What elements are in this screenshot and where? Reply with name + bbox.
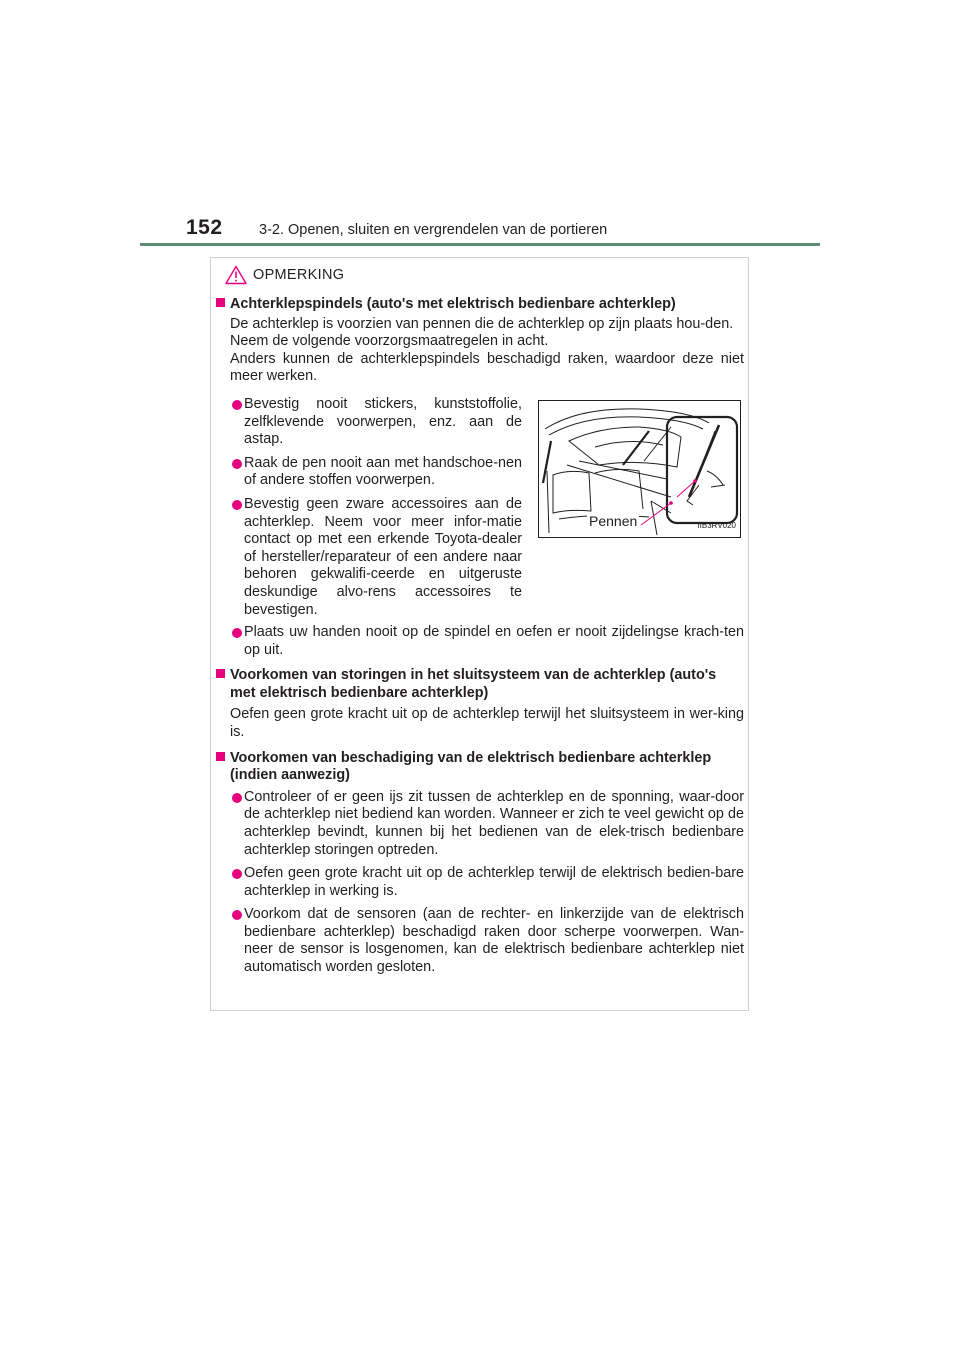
round-bullet-icon (232, 500, 242, 510)
notice-content (216, 296, 744, 977)
list-item: Bevestig geen zware accessoires aan de achterklep. Neem voor meer infor-matie contact op met een erkende Toyota-dealer of hersteller/reparateur of een andere naar behoren gekwalifi-ceerde en uitgeruste deskundige alvo-rens accessoires te bevestigen. (216, 496, 522, 619)
list-item: Bevestig nooit stickers, kunststoffolie, zelfklevende voorwerpen, enz. aan de astap. (216, 396, 522, 449)
section-text-spindles: De achterklep is voorzien van pennen die de achterklep op zijn plaats hou-den. Neem de volgende voorzorgsmaatregelen in acht. Anders kunnen de achterklepspindels beschadigd raken, waardoor deze niet meer werken. (230, 315, 744, 385)
round-bullet-icon (232, 869, 242, 879)
section-title: 3-2. Openen, sluiten en vergrendelen van de portieren (259, 222, 608, 238)
header-rule (140, 243, 820, 246)
bullet-list-left (216, 396, 522, 619)
figure-caption-pins: Pennen (589, 512, 638, 529)
section-text-closing-system: Oefen geen grote kracht uit op de achterklep terwijl het sluitsysteem in wer-king is. (230, 706, 744, 740)
round-bullet-icon (232, 400, 242, 410)
notice-header (225, 263, 344, 287)
figure-code: IIB3RV020 (697, 521, 736, 531)
round-bullet-icon (232, 459, 242, 469)
notice-box (210, 257, 749, 1011)
round-bullet-icon (232, 793, 242, 803)
bullets-with-figure (216, 396, 744, 618)
warning-triangle-icon (225, 265, 247, 285)
notice-label: OPMERKING (253, 267, 345, 283)
list-item: Voorkom dat de sensoren (aan de rechter- en linkerzijde van de elektrisch bedienbare achterklep) beschadigd raken door scherpe voorwerpen. Wan-neer de sensor is losgenomen, kan de elektrisch bedienbare achterklep niet automatisch worden gesloten. (216, 906, 744, 976)
page-number: 152 (186, 216, 223, 239)
round-bullet-icon (232, 910, 242, 920)
list-item: Oefen geen grote kracht uit op de achterklep terwijl de elektrisch bedien-bare achterklep in werking is. (216, 865, 744, 900)
round-bullet-icon (232, 628, 242, 638)
section-heading-damage: Voorkomen van beschadiging van de elektrisch bedienbare achterklep (indien aanwezig) (216, 750, 744, 785)
list-item: Plaats uw handen nooit op de spindel en oefen er nooit zijdelingse krach-ten op uit. (216, 624, 744, 659)
square-bullet-icon (216, 669, 225, 678)
section-heading-closing-system: Voorkomen van storingen in het sluitsysteem van de achterklep (auto's met elektrisch bedienbare achterklep) (216, 667, 744, 702)
list-item: Controleer of er geen ijs zit tussen de achterklep en de sponning, waar-door de achterklep niet bediend kan worden. Wanneer er zich te veel gewicht op de achterklep bevindt, kunnen bij het bedienen van de elek-trisch bedienbare achterklep storingen optreden. (216, 789, 744, 859)
tailgate-pins-illustration (538, 400, 741, 538)
square-bullet-icon (216, 298, 225, 307)
section-heading-spindles: Achterklepspindels (auto's met elektrisch bedienbare achterklep) (216, 296, 744, 314)
list-item: Raak de pen nooit aan met handschoe-nen of andere stoffen voorwerpen. (216, 455, 522, 490)
square-bullet-icon (216, 752, 225, 761)
